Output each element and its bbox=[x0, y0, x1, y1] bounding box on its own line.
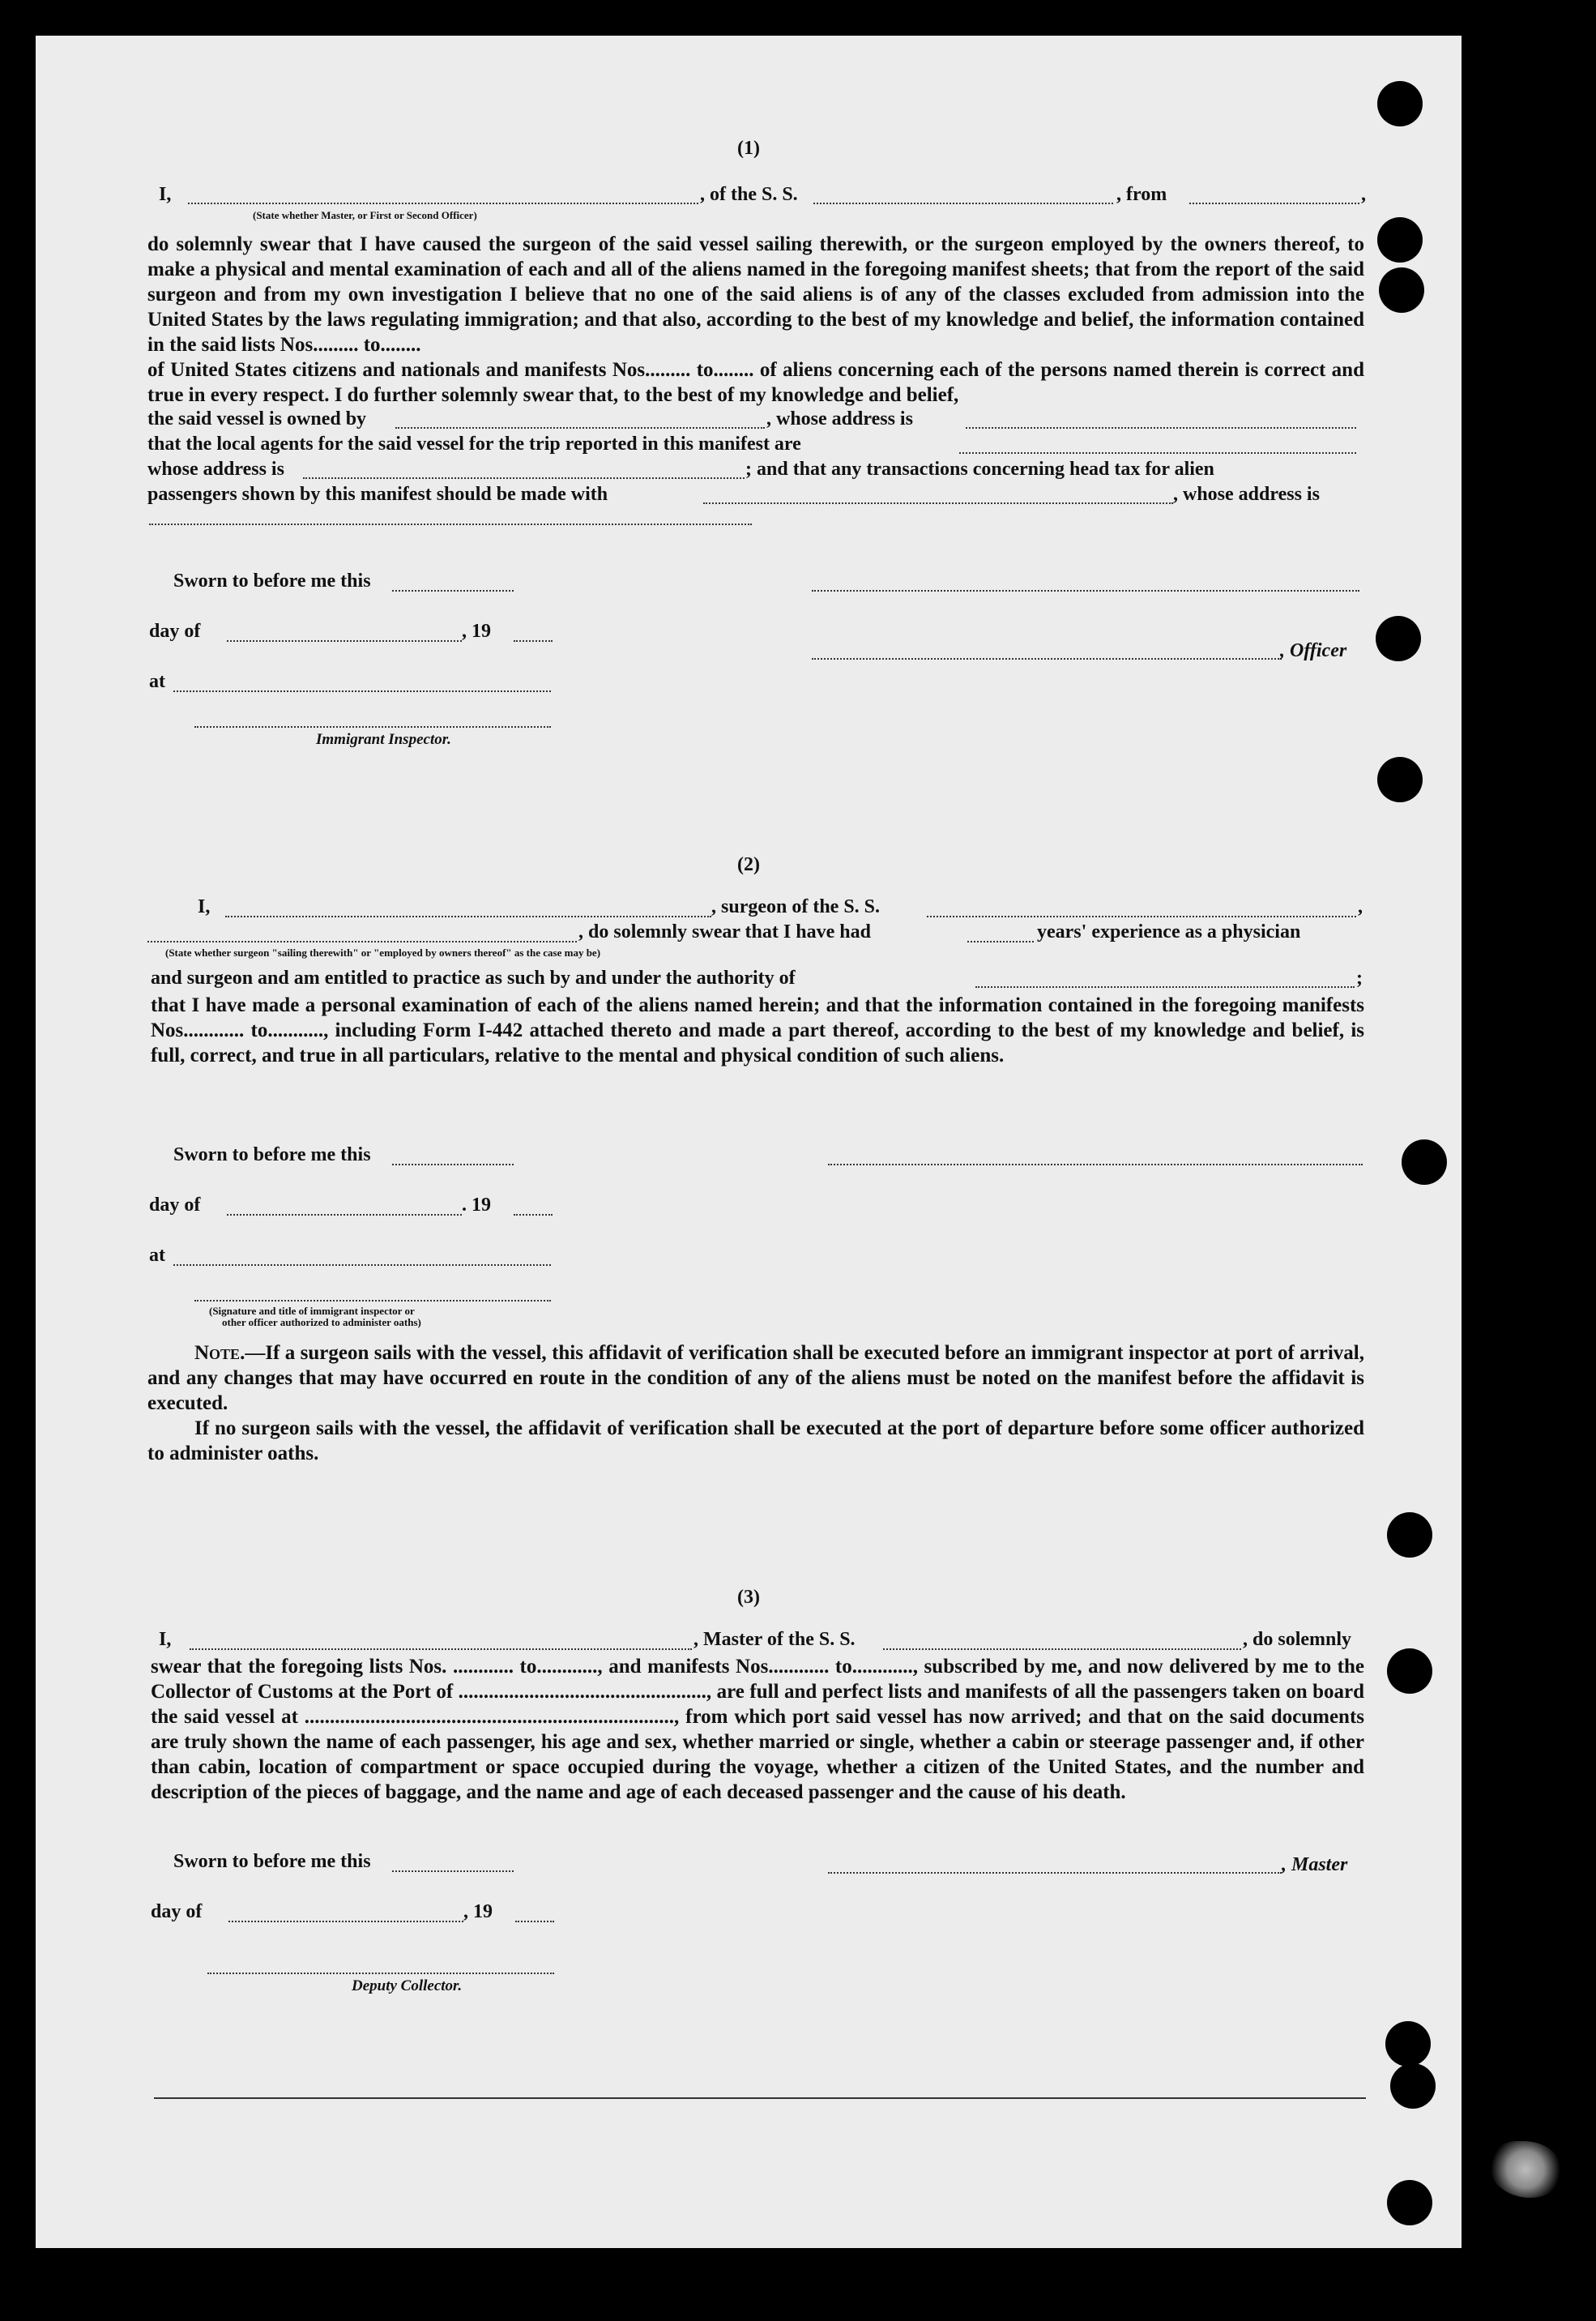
surgeon-status-blank[interactable] bbox=[147, 941, 577, 943]
officer-rank-blank[interactable] bbox=[188, 203, 698, 204]
section-3-solemnly: , do solemnly bbox=[1243, 1629, 1352, 1650]
bottom-rule bbox=[154, 2097, 1366, 2099]
punch-hole bbox=[1402, 1139, 1447, 1185]
section-2-years: years' experience as a physician bbox=[1037, 921, 1301, 943]
punch-hole bbox=[1387, 1512, 1432, 1558]
section-2-sworn-blank[interactable] bbox=[392, 1164, 514, 1165]
section-1-of-ss: , of the S. S. bbox=[700, 184, 798, 205]
master-name-blank[interactable] bbox=[190, 1648, 692, 1650]
owner-blank[interactable] bbox=[395, 427, 765, 429]
officer-rank-note: (State whether Master, or First or Second Officer) bbox=[253, 209, 477, 221]
section-1-sworn: Sworn to before me this bbox=[173, 571, 371, 592]
witness-note-2: other officer authorized to administer oaths) bbox=[222, 1316, 421, 1328]
vessel-name-blank[interactable] bbox=[813, 203, 1113, 204]
authority-label: and surgeon and am entitled to practice as such by and under the authority of bbox=[151, 968, 796, 989]
agent-address-label: whose address is bbox=[147, 459, 284, 480]
punch-hole bbox=[1385, 2021, 1431, 2067]
oath-text-b: of United States citizens and nationals and manifests Nos......... to........ of aliens concerning each of the persons named therein is correct and true in every respect. I do further solemnly swear that, to the best of my knowledge and belief, bbox=[147, 359, 1364, 406]
section-2-day-of: day of bbox=[149, 1195, 201, 1216]
inspector-caption: Immigrant Inspector. bbox=[316, 731, 451, 748]
surgeon-name-blank[interactable] bbox=[225, 916, 711, 917]
local-agents-label: that the local agents for the said vessel for the trip reported in this manifest are bbox=[147, 434, 801, 455]
punch-hole bbox=[1390, 2063, 1436, 2109]
section-1-day-blank[interactable] bbox=[227, 640, 462, 642]
section-1-day-of: day of bbox=[149, 621, 201, 642]
section-2-i: I, bbox=[198, 896, 211, 917]
officer-signature-line-2[interactable] bbox=[812, 658, 1282, 660]
section-3-vessel-blank[interactable] bbox=[883, 1648, 1241, 1650]
years-experience-blank[interactable] bbox=[967, 941, 1034, 943]
section-2-surgeon-of: , surgeon of the S. S. bbox=[711, 896, 881, 917]
oath-text-a: do solemnly swear that I have caused the surgeon of the said vessel sailing therewith, or the surgeon employed by the owners thereof, to make a physical and mental examination of each and all of the aliens named in the foregoing manifest sheets; that from the report of the said surgeon and from my own investigation I believe that no one of the said aliens is of any of the classes excluded from admission into the United States by the laws regulating immigration; and that also, according to the best of my knowledge and belief, the information contained in the said lists Nos......... to........ bbox=[147, 233, 1364, 356]
section-3-day-of: day of bbox=[151, 1901, 203, 1922]
surgeon-status-note: (State whether surgeon "sailing therewith" or "employed by owners thereof" as the case may be) bbox=[165, 947, 601, 959]
section-1-oath-paragraph bbox=[147, 232, 1364, 408]
section-2-at-blank[interactable] bbox=[173, 1264, 551, 1266]
section-1-i: I, bbox=[159, 184, 172, 205]
section-1-comma: , bbox=[1361, 184, 1366, 205]
semicolon: ; bbox=[1356, 968, 1363, 989]
section-3-paragraph: swear that the foregoing lists Nos. ............ to............, and manifests Nos............ to............, subscribed by me, and now delivered by me to the Collector of Customs at the Port of ................................................., are full and perfect lists and manifests of all the passengers taken on board the said vessel at ........................................................................., from which port said vessel has now arrived; and that on the said documents are truly shown the name of each passenger, his age and sex, whether married or single, whether a cabin or steerage passenger and, if other than cabin, location of compartment or space occupied during the voyage, whether a citizen of the United States, and the number and description of the pieces of baggage, and the name and age of each deceased passenger and the cause of his death. bbox=[151, 1656, 1364, 1803]
section-3-master-of: , Master of the S. S. bbox=[693, 1629, 856, 1650]
note-text: —If a surgeon sails with the vessel, this affidavit of verification shall be executed before an immigrant inspector at port of arrival, and any changes that may have occurred en route in the condition of any of the aliens must be noted on the manifest before the affidavit is executed. bbox=[147, 1342, 1364, 1414]
manifest-affidavit-page bbox=[36, 36, 1462, 2248]
head-tax-text: ; and that any transactions concerning head tax for alien bbox=[745, 459, 1214, 480]
section-2-sworn: Sworn to before me this bbox=[173, 1144, 371, 1165]
master-signature-line[interactable] bbox=[828, 1872, 1282, 1874]
surgeon-note bbox=[147, 1340, 1364, 1466]
inspector-signature-line[interactable] bbox=[194, 726, 551, 728]
section-2-solemnly: , do solemnly swear that I have had bbox=[578, 921, 871, 943]
section-3-sworn: Sworn to before me this bbox=[173, 1851, 371, 1872]
surgeon-signature-line[interactable] bbox=[828, 1164, 1363, 1165]
section-3-i: I, bbox=[159, 1629, 172, 1650]
torn-paper-fragment bbox=[1489, 2141, 1562, 2198]
master-label: , Master bbox=[1282, 1854, 1348, 1875]
section-3-day-blank[interactable] bbox=[228, 1921, 463, 1922]
agent-address-blank[interactable] bbox=[303, 477, 745, 479]
contact-address-blank[interactable] bbox=[149, 524, 752, 525]
section-3-number: (3) bbox=[737, 1587, 760, 1608]
witness-note-1: (Signature and title of immigrant inspector or bbox=[209, 1305, 415, 1317]
section-2-vessel-blank[interactable] bbox=[927, 916, 1356, 917]
note-label: Note. bbox=[194, 1342, 245, 1364]
note-text-2: If no surgeon sails with the vessel, the affidavit of verification shall be executed at the port of departure before some officer authorized to administer oaths. bbox=[147, 1417, 1364, 1464]
section-1-year-blank[interactable] bbox=[514, 640, 553, 642]
section-2-paragraph: that I have made a personal examination of each of the aliens named herein; and that the information contained in the foregoing manifests Nos............ to..........., including Form I-442 attached thereto and made a part thereof, according to the best of my knowledge and belief, is full, correct, and true in all particulars, relative to the mental and physical condition of such aliens. bbox=[151, 994, 1364, 1066]
section-3-nineteen: , 19 bbox=[463, 1901, 493, 1922]
section-2-witness-line[interactable] bbox=[194, 1300, 551, 1302]
section-3-year-blank[interactable] bbox=[515, 1921, 554, 1922]
section-1-number: (1) bbox=[737, 138, 760, 159]
owner-address-blank[interactable] bbox=[966, 427, 1356, 429]
punch-hole bbox=[1387, 2180, 1432, 2225]
officer-signature-line-1[interactable] bbox=[812, 590, 1359, 592]
punch-hole bbox=[1379, 267, 1424, 313]
section-1-from: , from bbox=[1116, 184, 1167, 205]
punch-hole bbox=[1377, 81, 1423, 126]
owner-address-label: , whose address is bbox=[766, 408, 913, 430]
contact-address-label: , whose address is bbox=[1173, 484, 1320, 505]
authority-blank[interactable] bbox=[975, 986, 1355, 988]
section-1-at: at bbox=[149, 671, 165, 692]
section-2-year-blank[interactable] bbox=[514, 1214, 553, 1216]
section-2-at: at bbox=[149, 1245, 165, 1266]
section-2-day-blank[interactable] bbox=[227, 1214, 462, 1216]
punch-hole bbox=[1377, 217, 1423, 263]
port-from-blank[interactable] bbox=[1189, 203, 1359, 204]
section-2-comma: , bbox=[1358, 896, 1363, 917]
punch-hole bbox=[1377, 757, 1423, 802]
head-tax-contact-blank[interactable] bbox=[703, 502, 1173, 504]
section-2-nineteen: . 19 bbox=[462, 1195, 491, 1216]
section-3-sworn-blank[interactable] bbox=[392, 1870, 514, 1872]
deputy-caption: Deputy Collector. bbox=[352, 1977, 463, 1994]
section-1-sworn-blank[interactable] bbox=[392, 590, 514, 592]
section-1-nineteen: , 19 bbox=[462, 621, 491, 642]
local-agents-blank[interactable] bbox=[959, 452, 1356, 454]
punch-hole bbox=[1376, 616, 1421, 661]
deputy-signature-line[interactable] bbox=[207, 1973, 554, 1974]
section-2-number: (2) bbox=[737, 854, 760, 875]
owned-by-label: the said vessel is owned by bbox=[147, 408, 367, 430]
passengers-label: passengers shown by this manifest should be made with bbox=[147, 484, 608, 505]
punch-hole bbox=[1387, 1648, 1432, 1694]
section-1-at-blank[interactable] bbox=[173, 690, 551, 692]
officer-label: , Officer bbox=[1280, 640, 1347, 661]
